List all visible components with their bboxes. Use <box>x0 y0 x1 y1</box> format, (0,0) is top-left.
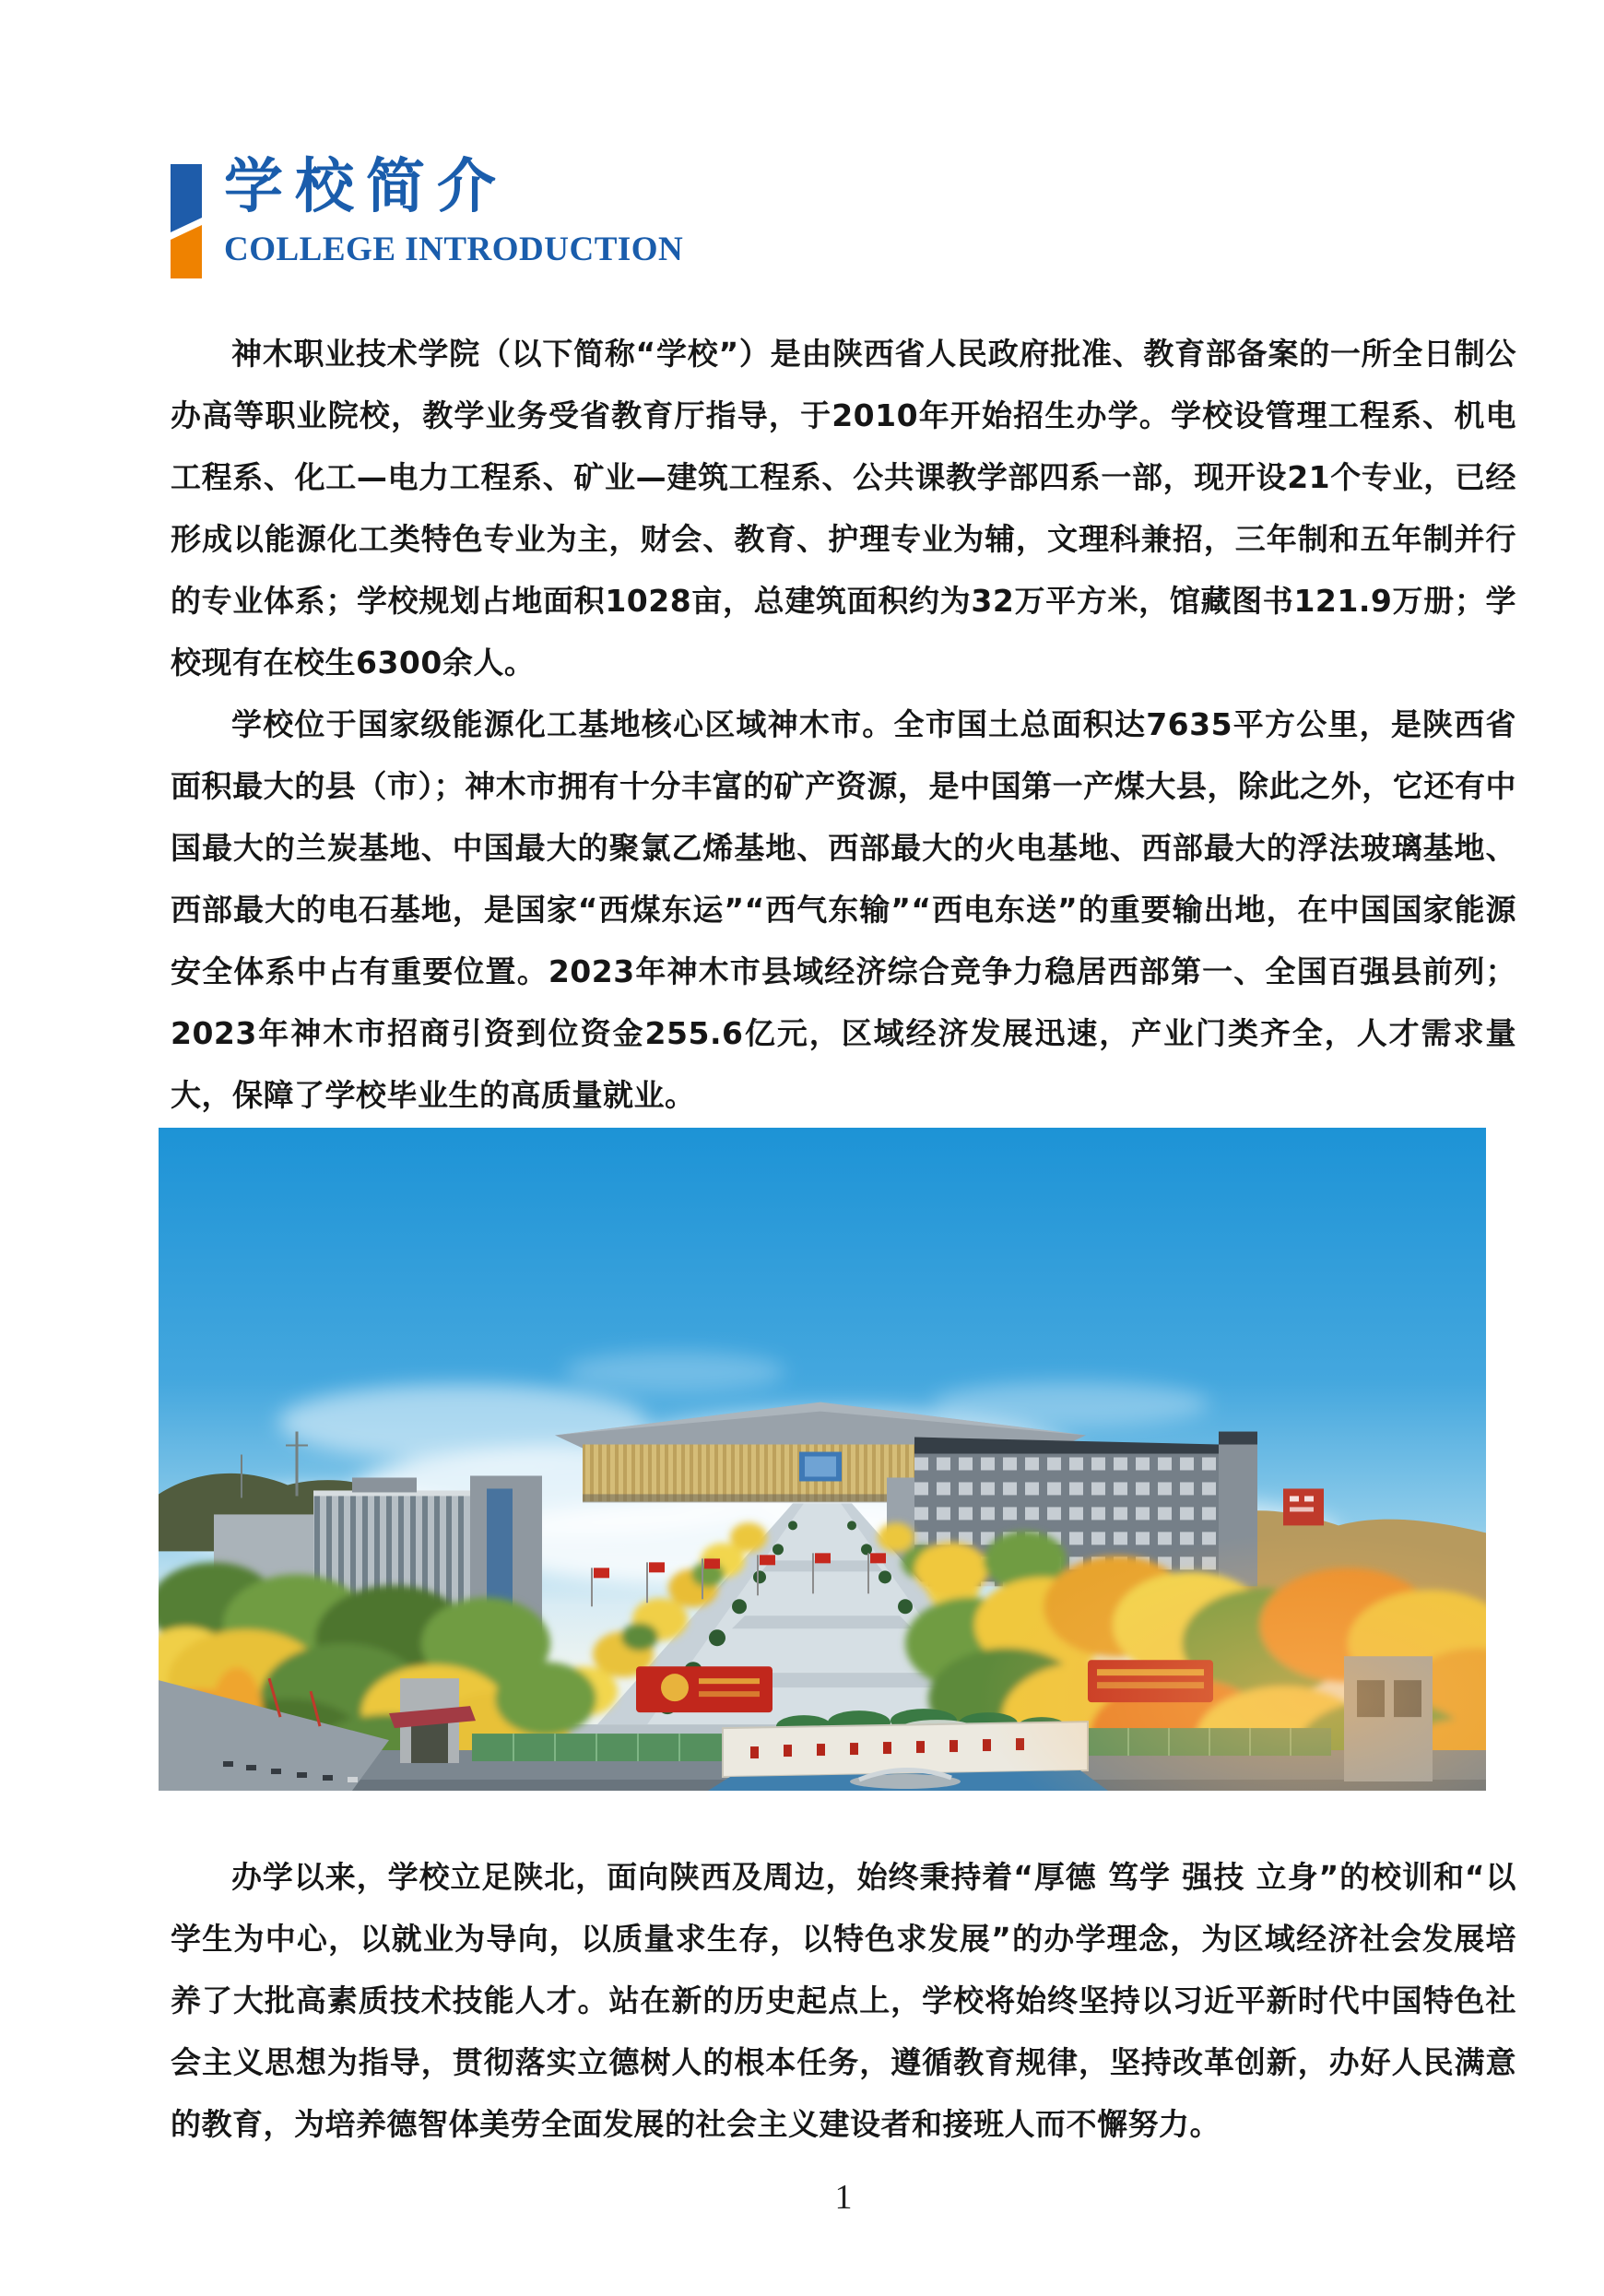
page-number: 1 <box>834 2178 853 2217</box>
page-title: 学校简介 <box>224 153 508 221</box>
campus-photo <box>159 1128 1486 1791</box>
header-titles <box>224 153 684 269</box>
paragraph-school-overview: 神木职业技术学院（以下简称“学校”）是由陕西省人民政府批准、教育部备案的一所全日制公办高等职业院校，教学业务受省教育厅指导，于2010年开始招生办学。学校设管理工程系、机电工程系、化工—电力工程系、矿业—建筑工程系、公共课教学部四系一部，现开设21个专业，已经形成以能源化工类特色专业为主，财会、教育、护理专业为辅，文理科兼招，三年制和五年制并行的专业体系；学校规划占地面积1028亩，总建筑面积约为32万平方米，馆藏图书121.9万册；学校现有在校生6300余人。 <box>171 336 1516 681</box>
section-header <box>171 153 1516 282</box>
paragraph-location-economy: 学校位于国家级能源化工基地核心区域神木市。全市国土总面积达7635平方公里，是陕西省面积最大的县（市）；神木市拥有十分丰富的矿产资源，是中国第一产煤大县，除此之外，它还有中国最大的兰炭基地、中国最大的聚氯乙烯基地、西部最大的火电基地、西部最大的浮法玻璃基地、西部最大的电石基地，是国家“西煤东运”“西气东输”“西电东送”的重要输出地，在中国国家能源安全体系中占有重要位置。2023年神木市县域经济综合竞争力稳居西部第一、全国百强县前列；2023年神木市招商引资到位资金255.6亿元，区域经济发展迅速，产业门类齐全，人才需求量大，保障了学校毕业生的高质量就业。 <box>171 706 1516 1113</box>
header-accent-bar-icon <box>171 164 202 278</box>
paragraph-philosophy: 办学以来，学校立足陕北，面向陕西及周边，始终秉持着“厚德 笃学 强技 立身”的校训和“以学生为中心，以就业为导向，以质量求生存，以特色求发展”的办学理念，为区域经济社会发展培养了大批高素质技术技能人才。站在新的历史起点上，学校将始终坚持以习近平新时代中国特色社会主义思想为指导，贯彻落实立德树人的根本任务，遵循教育规律，坚持改革创新，办好人民满意的教育，为培养德智体美劳全面发展的社会主义建设者和接班人而不懈努力。 <box>171 1859 1516 2142</box>
page-subtitle: COLLEGE INTRODUCTION <box>224 231 684 269</box>
